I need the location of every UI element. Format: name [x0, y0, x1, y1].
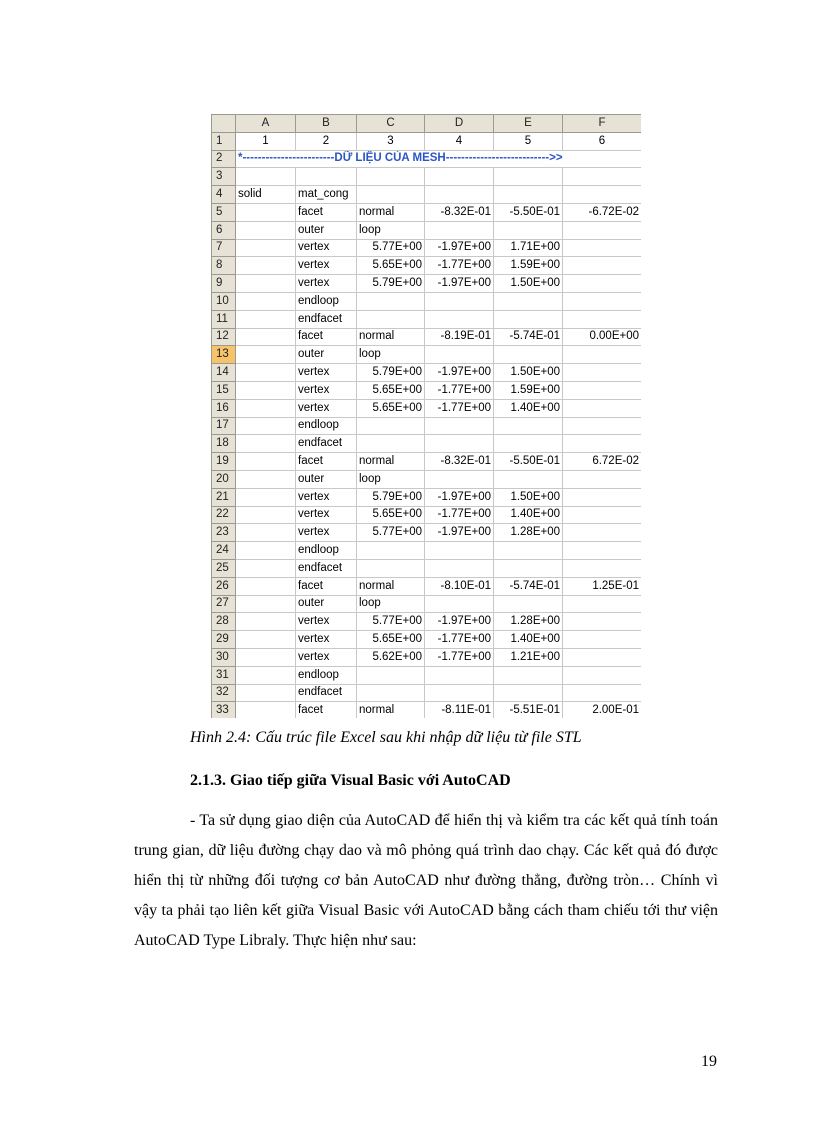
- column-header-row: [212, 115, 642, 133]
- sheet-cell[interactable]: [563, 648, 642, 666]
- sheet-cell[interactable]: normal: [357, 702, 425, 718]
- row-header[interactable]: 27: [212, 595, 236, 613]
- sheet-cell[interactable]: -1.77E+00: [425, 506, 494, 524]
- sheet-row: [212, 168, 642, 186]
- sheet-cell[interactable]: -8.11E-01: [425, 702, 494, 718]
- sheet-cell[interactable]: -1.97E+00: [425, 524, 494, 542]
- sheet-cell[interactable]: vertex: [296, 506, 357, 524]
- sheet-row: [212, 542, 642, 560]
- sheet-cell[interactable]: [494, 666, 563, 684]
- sheet-cell[interactable]: -1.77E+00: [425, 648, 494, 666]
- sheet-cell[interactable]: endfacet: [296, 684, 357, 702]
- sheet-cell[interactable]: endloop: [296, 417, 357, 435]
- sheet-cell[interactable]: [425, 559, 494, 577]
- sheet-cell[interactable]: vertex: [296, 488, 357, 506]
- sheet-cell[interactable]: 2: [296, 132, 357, 150]
- row-header[interactable]: 32: [212, 684, 236, 702]
- row-header[interactable]: 16: [212, 399, 236, 417]
- sheet-cell[interactable]: [494, 470, 563, 488]
- column-header[interactable]: E: [494, 115, 563, 133]
- sheet-cell[interactable]: [357, 435, 425, 453]
- sheet-cell[interactable]: [563, 346, 642, 364]
- sheet-row: [212, 488, 642, 506]
- sheet-cell[interactable]: [425, 186, 494, 204]
- sheet-cell[interactable]: [236, 595, 296, 613]
- sheet-cell[interactable]: -8.19E-01: [425, 328, 494, 346]
- sheet-cell[interactable]: 1.40E+00: [494, 631, 563, 649]
- sheet-cell[interactable]: 1.50E+00: [494, 488, 563, 506]
- sheet-cell[interactable]: [425, 292, 494, 310]
- sheet-cell[interactable]: [563, 381, 642, 399]
- sheet-cell[interactable]: -5.74E-01: [494, 577, 563, 595]
- row-header[interactable]: 20: [212, 470, 236, 488]
- sheet-cell[interactable]: [425, 595, 494, 613]
- select-all-corner[interactable]: [212, 115, 236, 133]
- sheet-cell[interactable]: [494, 417, 563, 435]
- sheet-cell[interactable]: [236, 310, 296, 328]
- sheet-cell[interactable]: normal: [357, 203, 425, 221]
- sheet-cell[interactable]: [236, 399, 296, 417]
- row-header[interactable]: 7: [212, 239, 236, 257]
- sheet-cell[interactable]: [296, 168, 357, 186]
- sheet-cell[interactable]: vertex: [296, 275, 357, 293]
- row-header[interactable]: 15: [212, 381, 236, 399]
- sheet-cell[interactable]: 4: [425, 132, 494, 150]
- row-header[interactable]: 31: [212, 666, 236, 684]
- sheet-cell[interactable]: [494, 186, 563, 204]
- sheet-cell[interactable]: [563, 435, 642, 453]
- sheet-cell[interactable]: -1.97E+00: [425, 488, 494, 506]
- sheet-cell[interactable]: -5.74E-01: [494, 328, 563, 346]
- sheet-cell[interactable]: 1.40E+00: [494, 506, 563, 524]
- sheet-cell[interactable]: [236, 613, 296, 631]
- sheet-row: [212, 150, 642, 168]
- sheet-cell[interactable]: [236, 648, 296, 666]
- sheet-cell[interactable]: 1.71E+00: [494, 239, 563, 257]
- row-header[interactable]: 26: [212, 577, 236, 595]
- row-header[interactable]: 1: [212, 132, 236, 150]
- sheet-row: [212, 221, 642, 239]
- sheet-cell[interactable]: [494, 168, 563, 186]
- sheet-cell[interactable]: 6.72E-02: [563, 453, 642, 471]
- sheet-row: [212, 275, 642, 293]
- sheet-cell[interactable]: 5.65E+00: [357, 631, 425, 649]
- sheet-cell[interactable]: [563, 684, 642, 702]
- sheet-cell[interactable]: -6.72E-02: [563, 203, 642, 221]
- sheet-row: [212, 399, 642, 417]
- sheet-cell[interactable]: [563, 186, 642, 204]
- sheet-cell[interactable]: [236, 239, 296, 257]
- row-header[interactable]: 23: [212, 524, 236, 542]
- sheet-cell[interactable]: [236, 275, 296, 293]
- sheet-cell[interactable]: [236, 292, 296, 310]
- row-header[interactable]: 28: [212, 613, 236, 631]
- column-header[interactable]: B: [296, 115, 357, 133]
- column-header[interactable]: C: [357, 115, 425, 133]
- sheet-row: [212, 506, 642, 524]
- sheet-cell[interactable]: 5.79E+00: [357, 364, 425, 382]
- sheet-cell[interactable]: -1.97E+00: [425, 364, 494, 382]
- sheet-cell[interactable]: [563, 631, 642, 649]
- sheet-row: [212, 292, 642, 310]
- row-header[interactable]: 19: [212, 453, 236, 471]
- sheet-cell[interactable]: [236, 435, 296, 453]
- sheet-cell[interactable]: [494, 292, 563, 310]
- sheet-cell[interactable]: [236, 631, 296, 649]
- sheet-cell[interactable]: [236, 417, 296, 435]
- sheet-cell[interactable]: -1.97E+00: [425, 239, 494, 257]
- sheet-cell[interactable]: vertex: [296, 631, 357, 649]
- sheet-cell[interactable]: outer: [296, 346, 357, 364]
- sheet-row: [212, 684, 642, 702]
- sheet-cell[interactable]: -8.10E-01: [425, 577, 494, 595]
- sheet-row: [212, 364, 642, 382]
- sheet-cell[interactable]: [494, 346, 563, 364]
- sheet-row: [212, 346, 642, 364]
- row-header[interactable]: 9: [212, 275, 236, 293]
- sheet-cell[interactable]: -5.50E-01: [494, 203, 563, 221]
- sheet-cell[interactable]: [425, 417, 494, 435]
- sheet-cell[interactable]: [425, 666, 494, 684]
- sheet-cell[interactable]: 1.59E+00: [494, 257, 563, 275]
- sheet-cell[interactable]: 1.40E+00: [494, 399, 563, 417]
- figure-caption: Hình 2.4: Cấu trúc file Excel sau khi nhập dữ liệu từ file STL: [190, 729, 582, 746]
- sheet-cell[interactable]: 1.50E+00: [494, 275, 563, 293]
- sheet-cell[interactable]: 5.77E+00: [357, 613, 425, 631]
- sheet-row: [212, 613, 642, 631]
- sheet-cell[interactable]: 5.65E+00: [357, 399, 425, 417]
- sheet-cell[interactable]: [563, 524, 642, 542]
- sheet-cell[interactable]: [425, 346, 494, 364]
- sheet-row: [212, 559, 642, 577]
- sheet-cell[interactable]: [357, 417, 425, 435]
- sheet-cell[interactable]: facet: [296, 702, 357, 718]
- sheet-cell[interactable]: -8.32E-01: [425, 203, 494, 221]
- sheet-cell[interactable]: [236, 453, 296, 471]
- sheet-cell[interactable]: [236, 168, 296, 186]
- sheet-cell[interactable]: [236, 203, 296, 221]
- sheet-cell[interactable]: loop: [357, 470, 425, 488]
- sheet-cell[interactable]: [494, 310, 563, 328]
- sheet-cell[interactable]: [563, 239, 642, 257]
- sheet-cell[interactable]: [357, 292, 425, 310]
- sheet-cell[interactable]: outer: [296, 470, 357, 488]
- sheet-cell[interactable]: 1.21E+00: [494, 648, 563, 666]
- sheet-cell[interactable]: [236, 702, 296, 718]
- row-header[interactable]: 5: [212, 203, 236, 221]
- page-number: 19: [701, 1053, 717, 1070]
- sheet-cell[interactable]: [425, 470, 494, 488]
- sheet-cell[interactable]: [425, 435, 494, 453]
- sheet-cell[interactable]: 5: [494, 132, 563, 150]
- sheet-cell[interactable]: -1.77E+00: [425, 381, 494, 399]
- sheet-cell[interactable]: solid: [236, 186, 296, 204]
- sheet-row: [212, 702, 642, 718]
- row-header[interactable]: 14: [212, 364, 236, 382]
- sheet-cell[interactable]: endfacet: [296, 559, 357, 577]
- sheet-cell[interactable]: 1.28E+00: [494, 524, 563, 542]
- row-header[interactable]: 3: [212, 168, 236, 186]
- sheet-cell[interactable]: [563, 488, 642, 506]
- sheet-cell[interactable]: endfacet: [296, 435, 357, 453]
- row-header[interactable]: 25: [212, 559, 236, 577]
- row-header[interactable]: 12: [212, 328, 236, 346]
- sheet-cell[interactable]: [563, 613, 642, 631]
- sheet-cell[interactable]: normal: [357, 453, 425, 471]
- column-header[interactable]: D: [425, 115, 494, 133]
- sheet-cell[interactable]: -1.77E+00: [425, 399, 494, 417]
- sheet-cell[interactable]: [236, 346, 296, 364]
- sheet-row: [212, 666, 642, 684]
- sheet-cell[interactable]: [563, 168, 642, 186]
- sheet-cell[interactable]: [425, 684, 494, 702]
- sheet-row: [212, 435, 642, 453]
- sheet-cell[interactable]: endfacet: [296, 310, 357, 328]
- sheet-row: [212, 381, 642, 399]
- section-heading: 2.1.3. Giao tiếp giữa Visual Basic với AutoCAD: [190, 772, 511, 789]
- sheet-cell[interactable]: loop: [357, 221, 425, 239]
- sheet-cell[interactable]: [563, 595, 642, 613]
- sheet-cell[interactable]: -1.77E+00: [425, 257, 494, 275]
- sheet-cell[interactable]: 5.77E+00: [357, 239, 425, 257]
- row-header[interactable]: 29: [212, 631, 236, 649]
- row-header[interactable]: 8: [212, 257, 236, 275]
- sheet-cell[interactable]: [494, 559, 563, 577]
- sheet-cell[interactable]: 5.65E+00: [357, 381, 425, 399]
- sheet-cell[interactable]: 1: [236, 132, 296, 150]
- sheet-cell[interactable]: [236, 470, 296, 488]
- row-header[interactable]: 18: [212, 435, 236, 453]
- sheet-cell[interactable]: [494, 684, 563, 702]
- sheet-cell[interactable]: [236, 364, 296, 382]
- sheet-cell[interactable]: [236, 328, 296, 346]
- sheet-cell[interactable]: 5.65E+00: [357, 506, 425, 524]
- sheet-cell[interactable]: 5.79E+00: [357, 275, 425, 293]
- sheet-cell[interactable]: outer: [296, 595, 357, 613]
- sheet-cell[interactable]: endloop: [296, 666, 357, 684]
- sheet-cell[interactable]: -8.32E-01: [425, 453, 494, 471]
- row-header[interactable]: 17: [212, 417, 236, 435]
- sheet-row: [212, 524, 642, 542]
- sheet-cell[interactable]: loop: [357, 346, 425, 364]
- sheet-cell[interactable]: 5.77E+00: [357, 524, 425, 542]
- sheet-row: [212, 577, 642, 595]
- row-header[interactable]: 21: [212, 488, 236, 506]
- sheet-cell[interactable]: 0.00E+00: [563, 328, 642, 346]
- column-header[interactable]: F: [563, 115, 642, 133]
- sheet-cell[interactable]: [563, 292, 642, 310]
- sheet-cell[interactable]: facet: [296, 328, 357, 346]
- sheet-row: [212, 595, 642, 613]
- sheet-cell[interactable]: 6: [563, 132, 642, 150]
- sheet-cell[interactable]: [236, 542, 296, 560]
- row-header[interactable]: 24: [212, 542, 236, 560]
- sheet-row: [212, 453, 642, 471]
- sheet-cell[interactable]: normal: [357, 328, 425, 346]
- sheet-cell[interactable]: normal: [357, 577, 425, 595]
- sheet-row: [212, 328, 642, 346]
- sheet-cell[interactable]: [236, 506, 296, 524]
- sheet-cell[interactable]: 1.59E+00: [494, 381, 563, 399]
- sheet-cell[interactable]: [563, 310, 642, 328]
- paragraph-text: - Ta sử dụng giao diện của AutoCAD để hiển thị và kiểm tra các kết quả tính toán trung gian, dữ liệu đường chạy dao và mô phỏng quá trình dao chạy. Các kết quả đó được hiển thị từ những đối tượng cơ bản AutoCAD như đường thẳng, đường tròn… Chính vì vậy ta phải tạo liên kết giữa Visual Basic với AutoCAD bằng cách tham chiếu tới thư viện AutoCAD Type Libraly. Thực hiện như sau:: [134, 812, 718, 949]
- row-header[interactable]: 22: [212, 506, 236, 524]
- banner-cell[interactable]: *------------------------DỮ LIỆU CỦA MESH--------------------------->>: [236, 150, 642, 168]
- sheet-row: [212, 239, 642, 257]
- sheet-cell[interactable]: [563, 559, 642, 577]
- sheet-cell[interactable]: [357, 542, 425, 560]
- sheet-cell[interactable]: vertex: [296, 613, 357, 631]
- sheet-row: [212, 186, 642, 204]
- sheet-row: [212, 310, 642, 328]
- sheet-cell[interactable]: vertex: [296, 257, 357, 275]
- sheet-cell[interactable]: loop: [357, 595, 425, 613]
- sheet-cell[interactable]: 3: [357, 132, 425, 150]
- sheet-cell[interactable]: [563, 257, 642, 275]
- sheet-cell[interactable]: [357, 684, 425, 702]
- sheet-cell[interactable]: [563, 275, 642, 293]
- sheet-cell[interactable]: [357, 310, 425, 328]
- sheet-cell[interactable]: [357, 666, 425, 684]
- sheet-cell[interactable]: [425, 542, 494, 560]
- sheet-cell[interactable]: vertex: [296, 399, 357, 417]
- sheet-cell[interactable]: -5.51E-01: [494, 702, 563, 718]
- sheet-cell[interactable]: vertex: [296, 381, 357, 399]
- sheet-cell[interactable]: [236, 577, 296, 595]
- spreadsheet-table: [211, 114, 641, 718]
- row-header[interactable]: 11: [212, 310, 236, 328]
- sheet-cell[interactable]: [494, 595, 563, 613]
- sheet-cell[interactable]: [425, 310, 494, 328]
- sheet-row: [212, 631, 642, 649]
- sheet-cell[interactable]: 1.50E+00: [494, 364, 563, 382]
- sheet-cell[interactable]: -1.77E+00: [425, 631, 494, 649]
- sheet-cell[interactable]: endloop: [296, 542, 357, 560]
- sheet-cell[interactable]: [563, 364, 642, 382]
- sheet-cell[interactable]: 5.62E+00: [357, 648, 425, 666]
- sheet-cell[interactable]: 2.00E-01: [563, 702, 642, 718]
- body-paragraph: [134, 806, 718, 956]
- sheet-cell[interactable]: 5.79E+00: [357, 488, 425, 506]
- sheet-cell[interactable]: -5.50E-01: [494, 453, 563, 471]
- sheet-cell[interactable]: 5.65E+00: [357, 257, 425, 275]
- sheet-cell[interactable]: [236, 257, 296, 275]
- row-header[interactable]: 30: [212, 648, 236, 666]
- row-header[interactable]: 10: [212, 292, 236, 310]
- sheet-cell[interactable]: [563, 666, 642, 684]
- sheet-cell[interactable]: [425, 168, 494, 186]
- sheet-cell[interactable]: [563, 506, 642, 524]
- sheet-cell[interactable]: [494, 542, 563, 560]
- sheet-cell[interactable]: [357, 186, 425, 204]
- sheet-row: [212, 470, 642, 488]
- sheet-cell[interactable]: [563, 470, 642, 488]
- excel-screenshot: [211, 114, 641, 718]
- column-header[interactable]: A: [236, 115, 296, 133]
- sheet-cell[interactable]: [236, 221, 296, 239]
- sheet-cell[interactable]: facet: [296, 453, 357, 471]
- sheet-row: [212, 132, 642, 150]
- row-header[interactable]: 6: [212, 221, 236, 239]
- sheet-cell[interactable]: [236, 488, 296, 506]
- sheet-cell[interactable]: vertex: [296, 648, 357, 666]
- sheet-cell[interactable]: 1.25E-01: [563, 577, 642, 595]
- row-header[interactable]: 2: [212, 150, 236, 168]
- sheet-cell[interactable]: [563, 542, 642, 560]
- sheet-cell[interactable]: [236, 559, 296, 577]
- sheet-cell[interactable]: vertex: [296, 364, 357, 382]
- sheet-cell[interactable]: -1.97E+00: [425, 275, 494, 293]
- sheet-cell[interactable]: [236, 524, 296, 542]
- row-header-active[interactable]: 13: [212, 346, 236, 364]
- sheet-cell[interactable]: [563, 399, 642, 417]
- sheet-row: [212, 417, 642, 435]
- sheet-row: [212, 203, 642, 221]
- sheet-cell[interactable]: facet: [296, 203, 357, 221]
- sheet-cell[interactable]: [236, 684, 296, 702]
- sheet-cell[interactable]: [236, 381, 296, 399]
- sheet-cell[interactable]: -1.97E+00: [425, 613, 494, 631]
- sheet-cell[interactable]: [357, 559, 425, 577]
- sheet-cell[interactable]: [494, 435, 563, 453]
- row-header[interactable]: 4: [212, 186, 236, 204]
- sheet-row: [212, 257, 642, 275]
- sheet-cell[interactable]: mat_cong: [296, 186, 357, 204]
- sheet-cell[interactable]: vertex: [296, 524, 357, 542]
- sheet-cell[interactable]: [357, 168, 425, 186]
- sheet-cell[interactable]: [494, 221, 563, 239]
- sheet-cell[interactable]: endloop: [296, 292, 357, 310]
- sheet-cell[interactable]: vertex: [296, 239, 357, 257]
- sheet-cell[interactable]: [425, 221, 494, 239]
- sheet-cell[interactable]: outer: [296, 221, 357, 239]
- sheet-cell[interactable]: facet: [296, 577, 357, 595]
- sheet-row: [212, 648, 642, 666]
- sheet-cell[interactable]: [563, 417, 642, 435]
- sheet-cell[interactable]: 1.28E+00: [494, 613, 563, 631]
- sheet-cell[interactable]: [236, 666, 296, 684]
- row-header[interactable]: 33: [212, 702, 236, 718]
- sheet-cell[interactable]: [563, 221, 642, 239]
